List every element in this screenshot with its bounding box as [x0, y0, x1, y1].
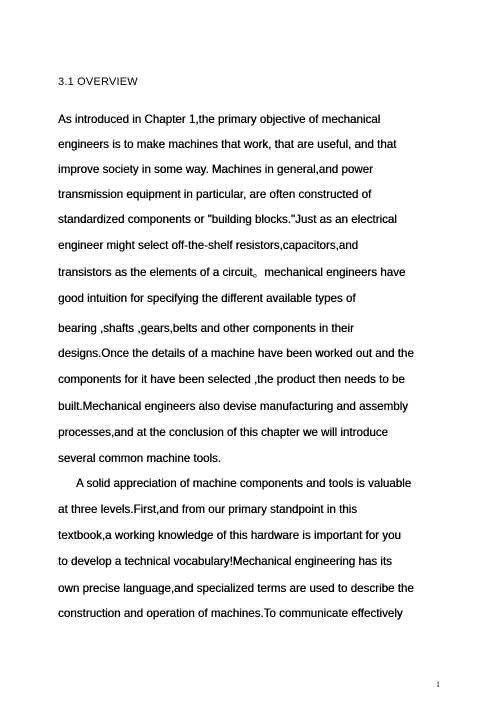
paragraph-line: several common machine tools. — [58, 452, 222, 465]
paragraph-line: components for it have been selected ,the product then needs to be — [58, 373, 405, 386]
paragraph-line: good intuition for specifying the different available types of — [58, 292, 356, 305]
section-heading: 3.1 OVERVIEW — [58, 76, 138, 88]
paragraph-line: bearing ,shafts ,gears,belts and other components in their — [58, 322, 354, 335]
paragraph-line: textbook,a working knowledge of this hardware is important for you — [58, 529, 401, 542]
paragraph-line: to develop a technical vocabulary!Mechanical engineering has its — [58, 555, 392, 568]
paragraph-line: improve society in some way. Machines in general,and power — [58, 163, 373, 176]
paragraph-line: standardized components or "building blocks."Just as an electrical — [58, 213, 397, 226]
page-number: 1 — [436, 680, 440, 689]
paragraph-line: engineers is to make machines that work, that are useful, and that — [58, 138, 397, 151]
paragraph-line: A solid appreciation of machine components and tools is valuable — [76, 477, 412, 490]
paragraph-line: designs.Once the details of a machine have been worked out and the — [58, 347, 414, 360]
paragraph-line: engineer might select off-the-shelf resistors,capacitors,and — [58, 239, 359, 252]
paragraph-line: at three levels.First,and from our primary standpoint in this — [58, 503, 357, 516]
paragraph-line: transistors as the elements of a circuit。mechanical engineers have — [58, 266, 406, 279]
paragraph-line: built.Mechanical engineers also devise manufacturing and assembly — [58, 400, 408, 413]
paragraph-line: own precise language,and specialized terms are used to describe the — [58, 582, 414, 595]
paragraph-line: transmission equipment in particular, are often constructed of — [58, 188, 372, 201]
paragraph-line: construction and operation of machines.To communicate effectively — [58, 607, 403, 620]
paragraph-line: As introduced in Chapter 1,the primary objective of mechanical — [58, 113, 381, 126]
paragraph-line: processes,and at the conclusion of this chapter we will introduce — [58, 426, 388, 439]
